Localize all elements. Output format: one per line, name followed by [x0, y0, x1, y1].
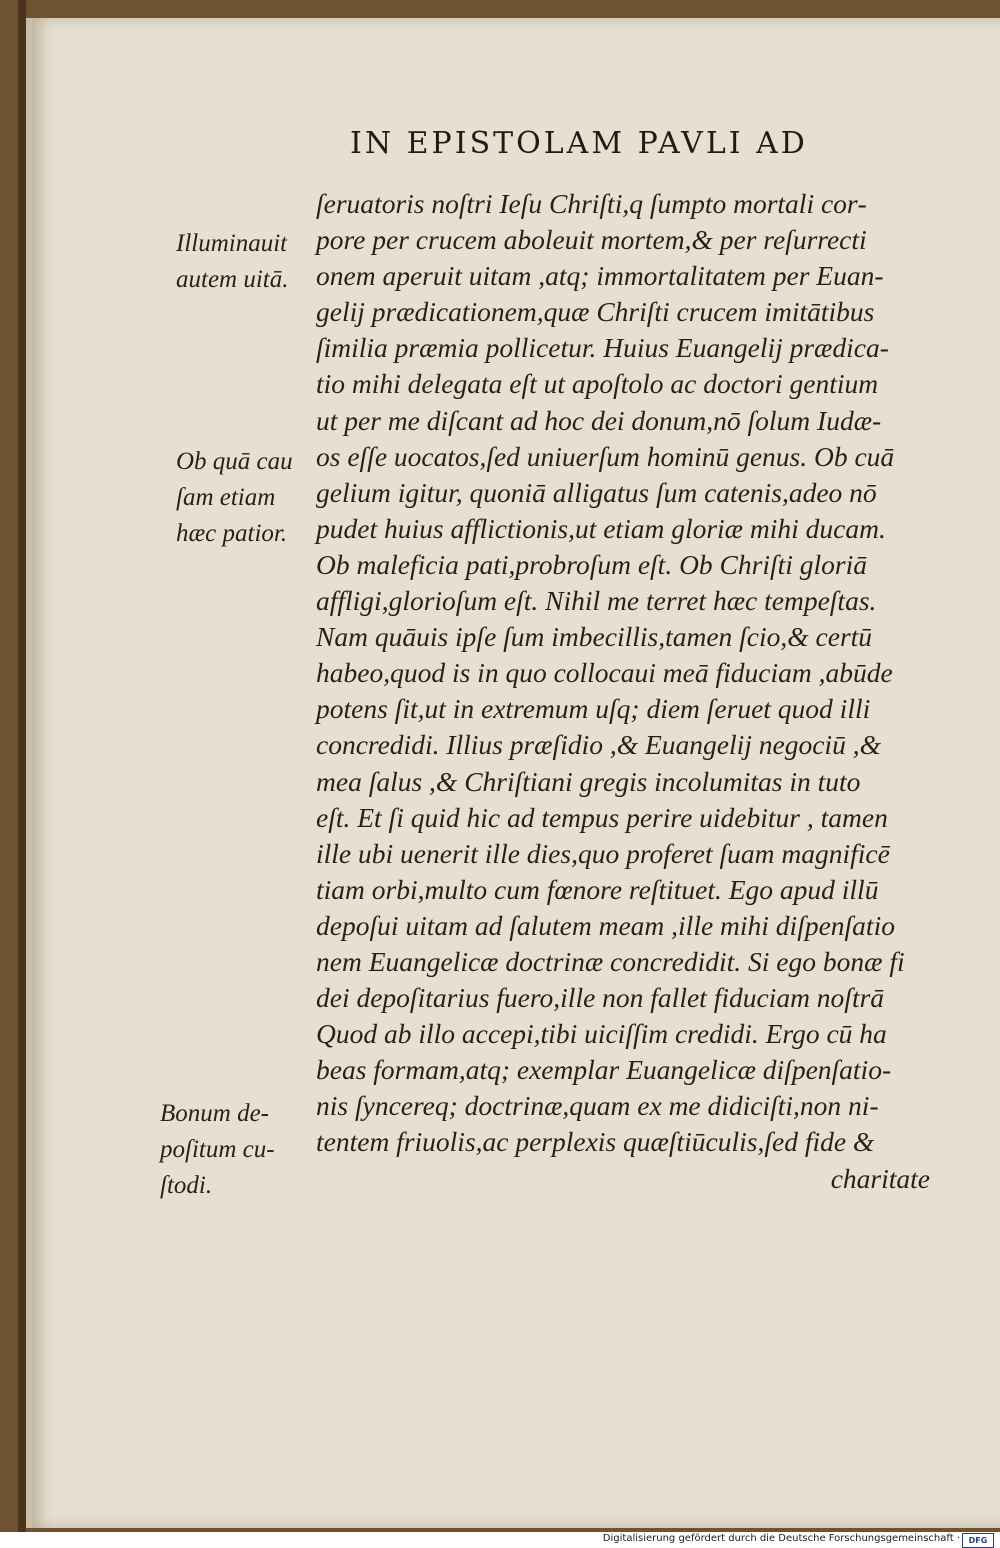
marginal-note-line: autem uitā. [176, 266, 289, 293]
text-line: onem aperuit uitam ,atq; immortalitatem per Euan‑ [316, 260, 884, 292]
marginal-note [176, 444, 293, 552]
text-line: ſimilia præmia pollicetur. Huius Euangelij prædica‑ [316, 332, 889, 364]
marginal-note-line: hæc patior. [176, 520, 288, 547]
catchword: charitate [830, 1162, 930, 1194]
text-line: depoſui uitam ad ſalutem meam ,ille mihi diſpenſatio [316, 909, 895, 941]
running-head: IN EPISTOLAM PAVLI AD [350, 126, 808, 161]
text-line: tiam orbi,multo cum fœnore reſtituet. Ego apud illū [316, 873, 879, 905]
text-line: tio mihi delegata eſt ut apoſtolo ac doctori gentium [316, 368, 879, 400]
text-line: Nam quāuis ipſe ſum imbecillis,tamen ſcio,& certū [316, 621, 873, 653]
text-line: pore per crucem aboleuit mortem,& per reſurrecti [316, 224, 867, 256]
text-line: ut per me diſcant ad hoc dei donum,nō ſolum Iudæ‑ [316, 404, 882, 436]
marginal-note [160, 1096, 275, 1204]
text-line: mea ſalus ,& Chriſtiani gregis incolumitas in tuto [316, 765, 861, 797]
text-line: potens ſit,ut in extremum uſq; diem ſeruet quod illi [316, 693, 871, 725]
marginal-note-line: poſitum cu‑ [160, 1136, 275, 1163]
body-text [316, 186, 952, 1197]
text-line: habeo,quod is in quo collocaui meā fiduciam ,abūde [316, 657, 893, 689]
text-line: pudet huius afflictionis,ut etiam gloriæ mihi ducam. [316, 512, 886, 544]
marginal-note-line: Illuminauit [176, 230, 288, 257]
marginal-note-line: Ob quā cau [176, 448, 293, 475]
text-line: eſt. Et ſi quid hic ad tempus perire uidebitur , tamen [316, 801, 888, 833]
marginal-note [176, 226, 289, 298]
text-line: affligi,glorioſum eſt. Nihil me terret hæc tempeſtas. [316, 585, 877, 617]
text-line: gelium igitur, quoniā alligatus ſum catenis,adeo nō [316, 476, 877, 508]
text-line: gelij prædicationem,quæ Chriſti crucem imitātibus [316, 296, 875, 328]
dfg-logo[interactable]: DFG [962, 1533, 994, 1548]
marginal-note-line: ſam etiam [176, 484, 276, 511]
funding-credit: Digitalisierung gefördert durch die Deutsche Forschungsgemeinschaft · [602, 1533, 960, 1544]
text-line: nem Euangelicæ doctrinæ concredidit. Si ego bonæ fi [316, 945, 905, 977]
text-line: ille ubi uenerit ille dies,quo proferet ſuam magnificē [316, 837, 890, 869]
text-line: Ob maleficia pati,probroſum eſt. Ob Chriſti gloriā [316, 548, 868, 580]
text-line: Quod ab illo accepi,tibi uiciſſim credidi. Ergo cū ha [316, 1018, 887, 1050]
marginal-note-line: ſtodi. [160, 1172, 213, 1199]
text-line: dei depoſitarius fuero,ille non fallet fiduciam noſtrā [316, 982, 885, 1014]
page-edge-shadow [18, 0, 26, 1532]
text-line: nis ſyncereq; doctrinæ,quam ex me didiciſti,non ni‑ [316, 1090, 879, 1122]
text-line: tentem friuolis,ac perplexis quæſtiūculis,ſed fide & [316, 1126, 875, 1158]
text-line: os eſſe uocatos,ſed uniuerſum hominū genus. Ob cuā [316, 440, 895, 472]
text-line: ſeruatoris noſtri Ieſu Chriſti,q ſumpto mortali cor‑ [316, 188, 867, 219]
text-line: beas formam,atq; exemplar Euangelicæ diſpenſatio‑ [316, 1054, 892, 1086]
text-line: concredidi. Illius præſidio ,& Euangelij negociū ,& [316, 729, 881, 761]
marginal-note-line: Bonum de‑ [160, 1100, 269, 1127]
